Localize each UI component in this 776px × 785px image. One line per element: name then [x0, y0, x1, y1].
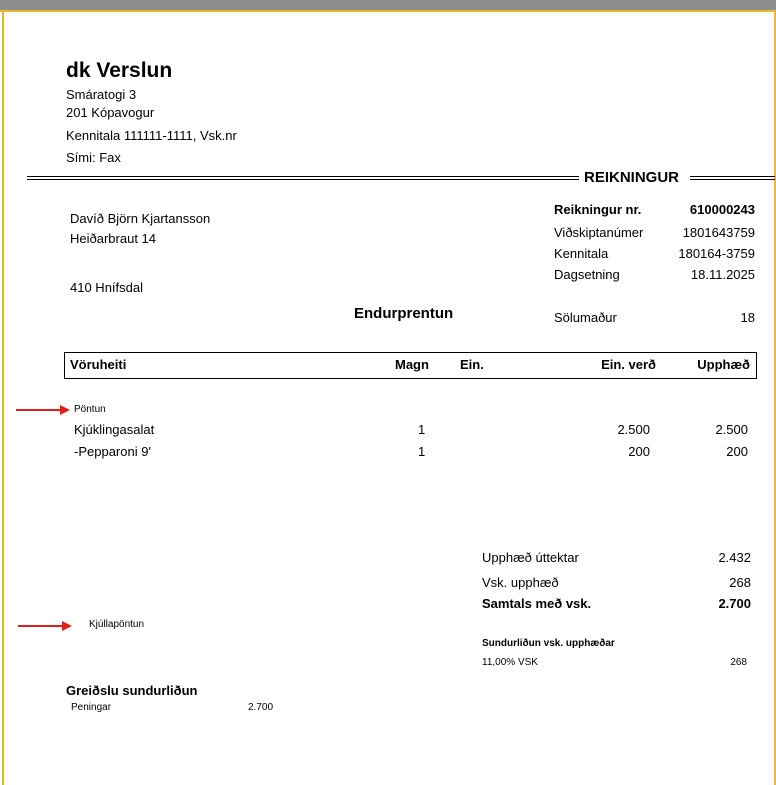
column-product: Vöruheiti: [70, 357, 127, 372]
vat-value: 268: [729, 575, 751, 590]
frame-border-top: [0, 10, 776, 12]
total-value: 2.700: [718, 596, 751, 611]
line-item-amount: 2.500: [715, 422, 748, 437]
invoice-number-label: Reikningur nr.: [554, 202, 642, 217]
vat-label: Vsk. upphæð: [482, 575, 559, 590]
vat-breakdown-title: Sundurliðun vsk. upphæðar: [482, 638, 615, 649]
company-address-street: Smáratogi 3: [66, 87, 137, 102]
annotation-arrow-icon: [62, 621, 72, 631]
payment-method: Peningar: [71, 702, 112, 713]
order-label: Pöntun: [74, 404, 106, 415]
order-name-label: Kjúllapöntun: [89, 619, 145, 630]
invoice-number-value: 610000243: [689, 202, 755, 217]
column-unit: Ein.: [460, 357, 484, 372]
subtotal-label: Upphæð úttektar: [482, 550, 579, 565]
customer-name: Davíð Björn Kjartansson: [70, 211, 211, 226]
date-label: Dagsetning: [554, 267, 620, 282]
customer-city: 410 Hnífsdal: [70, 280, 143, 295]
title-rule-left: [27, 176, 579, 180]
salesperson-label: Sölumaður: [554, 310, 617, 325]
payment-title: Greiðslu sundurliðun: [66, 683, 198, 698]
customer-street: Heiðarbraut 14: [70, 231, 156, 246]
column-unit-price: Ein. verð: [601, 357, 656, 372]
column-quantity: Magn: [395, 357, 429, 372]
subtotal-value: 2.432: [718, 550, 751, 565]
company-address-city: 201 Kópavogur: [66, 105, 155, 120]
date-value: 18.11.2025: [690, 267, 755, 282]
vat-rate-label: 11,00% VSK: [482, 657, 538, 668]
annotation-arrow-shaft: [18, 625, 64, 627]
annotation-arrow-icon: [60, 405, 70, 415]
company-phone: Sími: Fax: [66, 150, 121, 165]
line-item-name: -Pepparoni 9': [74, 444, 151, 459]
line-item-unit-price: 200: [628, 444, 650, 459]
column-amount: Upphæð: [697, 357, 750, 372]
customer-number-value: 1801643759: [682, 225, 755, 240]
customer-kennitala-label: Kennitala: [554, 246, 609, 261]
line-item-name: Kjúklingasalat: [74, 422, 155, 437]
total-label: Samtals með vsk.: [482, 596, 592, 611]
company-kennitala: Kennitala 111111-1111, Vsk.nr: [66, 128, 237, 143]
reprint-label: Endurprentun: [354, 305, 454, 322]
company-name: dk Verslun: [66, 59, 173, 82]
line-item-amount: 200: [726, 444, 748, 459]
customer-number-label: Viðskiptanúmer: [554, 225, 644, 240]
document-title: REIKNINGUR: [584, 169, 680, 186]
payment-amount: 2.700: [248, 702, 274, 713]
salesperson-value: 18: [740, 310, 755, 325]
line-item-qty: 1: [418, 422, 426, 437]
vat-rate-value: 268: [730, 657, 747, 668]
window-top-bar: [0, 0, 776, 10]
annotation-arrow-shaft: [16, 409, 62, 411]
frame-border-left: [2, 10, 4, 785]
customer-kennitala-value: 180164-3759: [678, 246, 755, 261]
line-item-unit-price: 2.500: [617, 422, 650, 437]
title-rule-right: [690, 176, 775, 180]
line-item-qty: 1: [418, 444, 426, 459]
